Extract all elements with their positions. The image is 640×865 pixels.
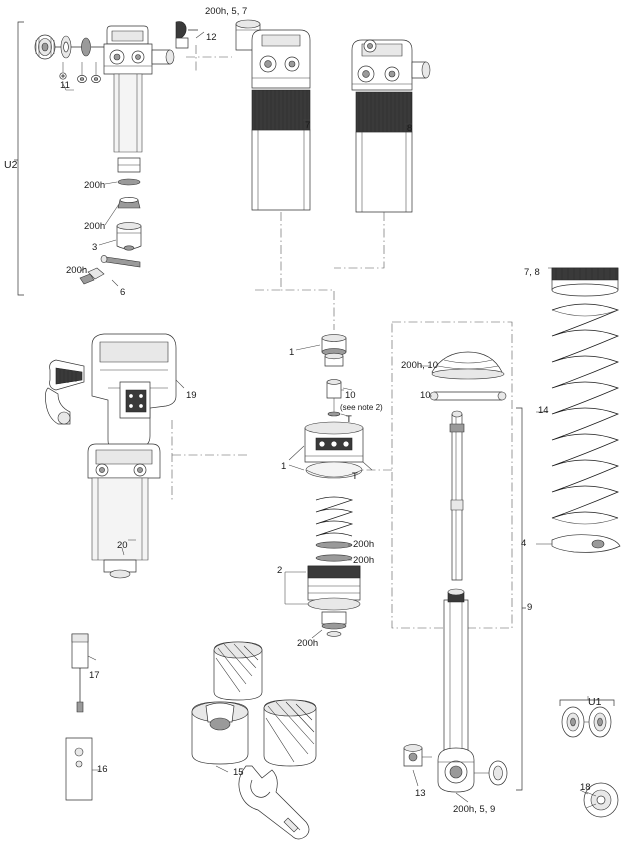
label-callout-18: 18: [580, 782, 591, 793]
label-callout-15: 15: [233, 767, 244, 778]
label-callout-200h-d: 200h: [353, 539, 375, 550]
label-callout-17: 17: [89, 670, 100, 681]
label-group-u1: U1: [588, 696, 602, 708]
label-callout-9: 9: [527, 602, 533, 613]
label-callout-200h-b: 200h: [84, 221, 106, 232]
label-callout-200h-10: 200h, 10: [401, 360, 438, 371]
label-callout-13: 13: [415, 788, 426, 799]
label-callout-200h-a: 200h: [84, 180, 106, 191]
label-callout-6: 6: [120, 287, 126, 298]
label-callout-10-a: 10: [345, 390, 356, 401]
label-callout-14: 14: [538, 405, 549, 416]
label-callout-10-b: 10: [420, 390, 431, 401]
label-callout-t-a: T: [346, 414, 352, 425]
label-callout-7-8: 7, 8: [524, 267, 540, 278]
label-callout-200h-c: 200h: [66, 265, 88, 276]
label-callout-200h-e: 200h: [353, 555, 375, 566]
label-callout-t-b: T: [352, 471, 358, 482]
label-callout-16: 16: [97, 764, 108, 775]
label-callout-1-a: 1: [289, 347, 295, 358]
label-callout-7: 7: [305, 120, 311, 131]
label-callout-1-b: 1: [281, 461, 287, 472]
label-callout-4: 4: [521, 538, 527, 549]
label-callout-8: 8: [407, 123, 413, 134]
label-callout-3: 3: [92, 242, 98, 253]
label-callout-200h-5-9: 200h, 5, 9: [453, 804, 496, 815]
label-callout-11: 11: [60, 80, 70, 91]
label-callout-19: 19: [186, 390, 197, 401]
label-note-2: (see note 2): [340, 403, 383, 412]
label-callout-20: 20: [117, 540, 128, 551]
label-callout-200h-5-7: 200h, 5, 7: [205, 6, 248, 17]
label-group-u2: U2: [4, 159, 18, 171]
label-callout-2: 2: [277, 565, 283, 576]
label-callout-12: 12: [206, 32, 217, 43]
label-callout-200h-f: 200h: [297, 638, 319, 649]
